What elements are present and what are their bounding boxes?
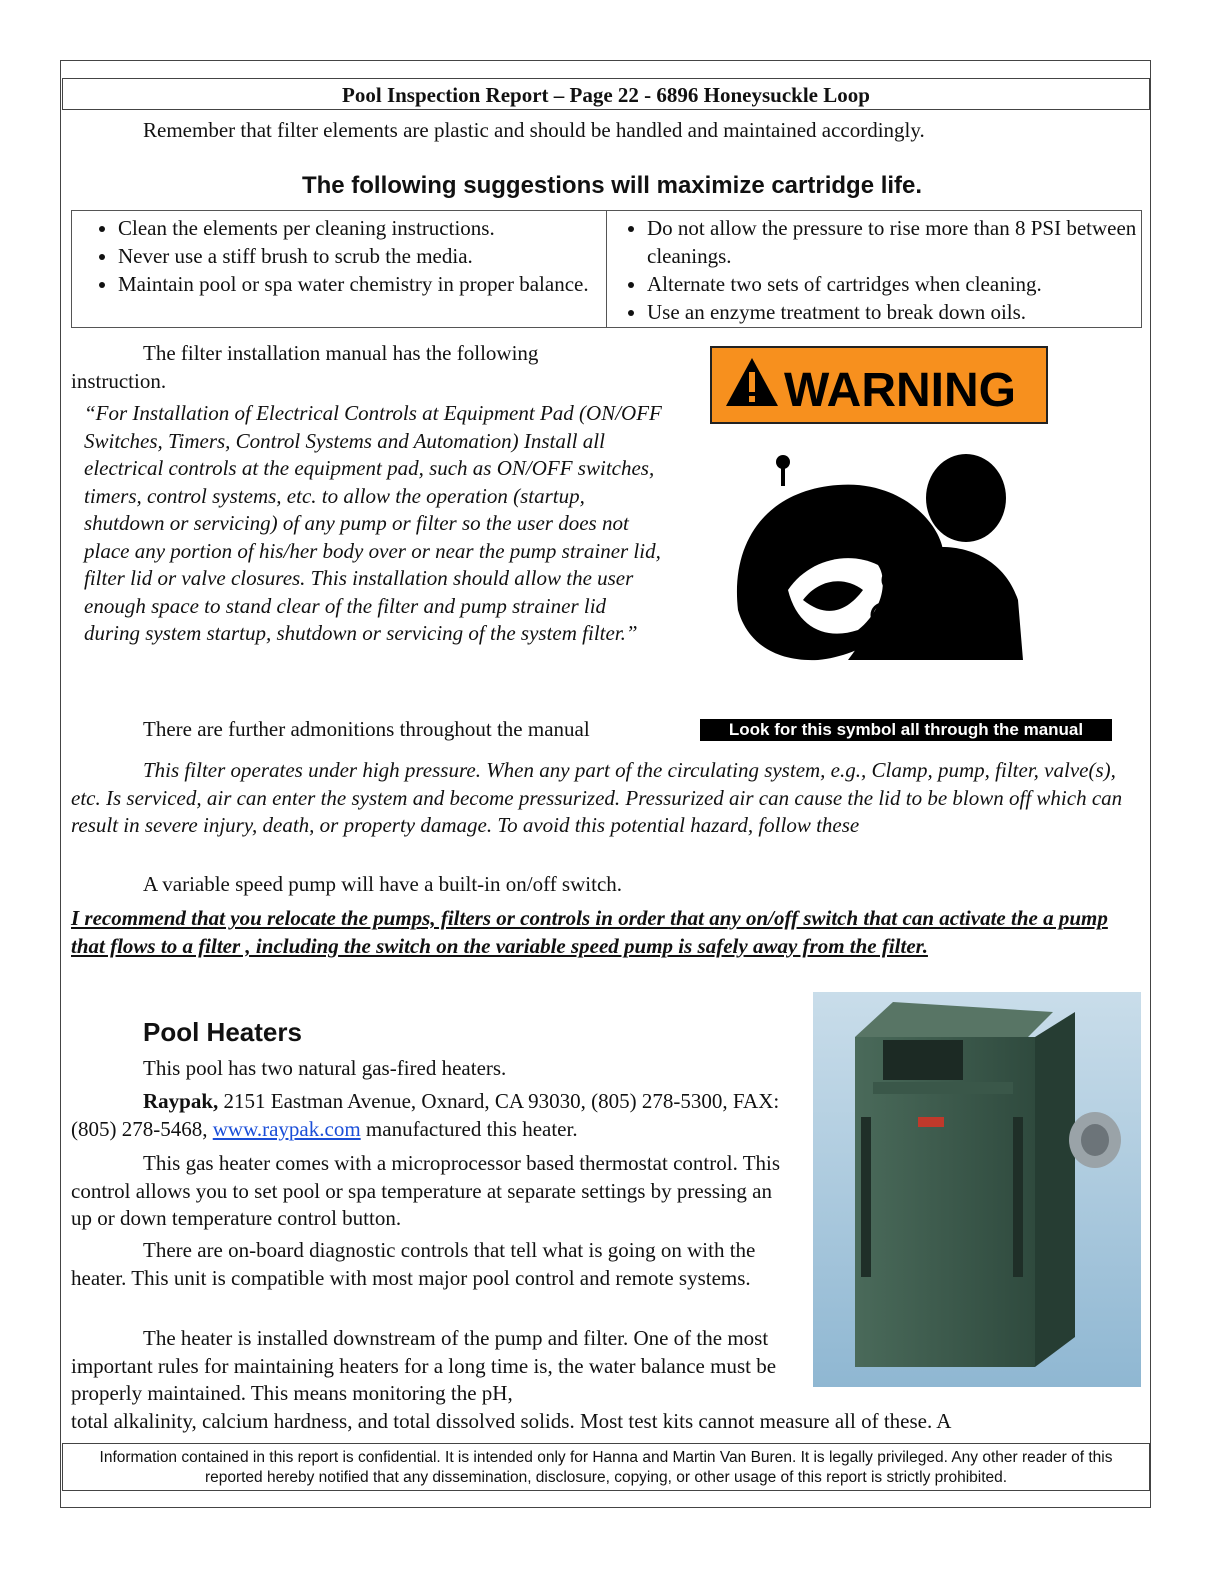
section-heading-pool-heaters: Pool Heaters [143, 1017, 302, 1047]
list-item: • Never use a stiff brush to scrub the media. [118, 242, 602, 270]
manual-intro: The filter installation manual has the following instruction. [71, 341, 539, 393]
list-item: • Do not allow the pressure to rise more than 8 PSI between cleanings. [647, 214, 1137, 270]
list-item: • Alternate two sets of cartridges when cleaning. [647, 270, 1137, 298]
heater-photo [813, 992, 1141, 1387]
warning-sign-text: WARNING [784, 364, 1016, 417]
raypak-paragraph [71, 1088, 781, 1143]
heaters-paragraph-5-continued: total alkalinity, calcium hardness, and total dissolved solids. Most test kits cannot measure all of these. A [71, 1409, 952, 1433]
list-item: • Use an enzyme treatment to break down oils. [647, 298, 1137, 326]
confidentiality-footer [62, 1443, 1150, 1491]
list-item: • Clean the elements per cleaning instructions. [118, 214, 602, 242]
page-title: Pool Inspection Report – Page 22 - 6896 Honeysuckle Loop [342, 83, 870, 107]
raypak-address: 2151 Eastman Avenue, Oxnard, CA 93030, (805) 278-5300, FAX: (805) 278-5468, [71, 1089, 780, 1141]
suggestions-left-column [72, 211, 607, 328]
pressure-warning: This filter operates under high pressure. When any part of the circulating system, e.g., Clamp, pump, filter, valve(s), etc. Is serviced, air can enter the system and become pressurized. Pressurized air can cause the lid to be blown off which can result in severe injury, death, or property damage. To avoid this potential hazard, follow these [71, 758, 1123, 837]
intro-paragraph: Remember that filter elements are plastic and should be handled and maintained accordingly. [143, 118, 925, 142]
heaters-paragraph-5: The heater is installed downstream of the pump and filter. One of the most important rules for maintaining heaters for a long time is, the water balance must be properly maintained. This means monitoring the pH, [71, 1326, 777, 1405]
suggestions-heading: The following suggestions will maximize cartridge life. [301, 172, 923, 199]
warning-sign [710, 346, 1048, 424]
recommendation: I recommend that you relocate the pumps, filters or controls in order that any on/off switch that can activate the a pump that flows to a filter , including the switch on the variable speed pump is safely away from the filter. [71, 906, 1108, 958]
raypak-tail: manufactured this heater. [360, 1116, 578, 1141]
raypak-link[interactable]: www.raypak.com [212, 1116, 361, 1141]
manual-quote: “For Installation of Electrical Controls at Equipment Pad (ON/OFF Switches, Timers, Control Systems and Automation) Install all electrical controls at the equipment pad, such as ON/OFF switches, timers, control systems, etc. to allow the operation (startup, shutdown or servicing) of any pump or filter so the user does not place any portion of his/her body over or near the pump strainer lid, filter lid or valve closures. This installation should allow the user enough space to stand clear of the filter and pump strainer lid during system startup, shutdown or servicing of the system filter.” [84, 401, 662, 645]
list-item: • Maintain pool or spa water chemistry in proper balance. [118, 270, 602, 298]
raypak-name: Raypak, [143, 1089, 219, 1113]
heaters-paragraph-3: This gas heater comes with a microprocessor based thermostat control. This control allows you to set pool or spa temperature at separate settings by pressing an up or down temperature control button. [71, 1151, 781, 1230]
warning-triangle-icon [712, 348, 1046, 422]
heaters-paragraph-1: This pool has two natural gas-fired heaters. [143, 1056, 507, 1080]
hazard-figure-icon [728, 440, 1028, 690]
report-header [62, 78, 1150, 110]
heaters-paragraph-4: There are on-board diagnostic controls that tell what is going on with the heater. This unit is compatible with most major pool control and remote systems. [71, 1238, 756, 1290]
footer-text: Information contained in this report is confidential. It is intended only for Hanna and Martin Van Buren. It is legally privileged. Any other reader of this reported hereby notified that any dissemination, disclosure, copying, or other usage of this report is strictly prohibited. [99, 1449, 1113, 1486]
suggestions-right-column [607, 211, 1142, 328]
variable-speed-note: A variable speed pump will have a built-in on/off switch. [143, 872, 623, 896]
warning-caption: Look for this symbol all through the manual [700, 719, 1112, 741]
suggestions-table [71, 210, 1142, 328]
admonitions-paragraph: There are further admonitions throughout the manual [143, 717, 590, 741]
